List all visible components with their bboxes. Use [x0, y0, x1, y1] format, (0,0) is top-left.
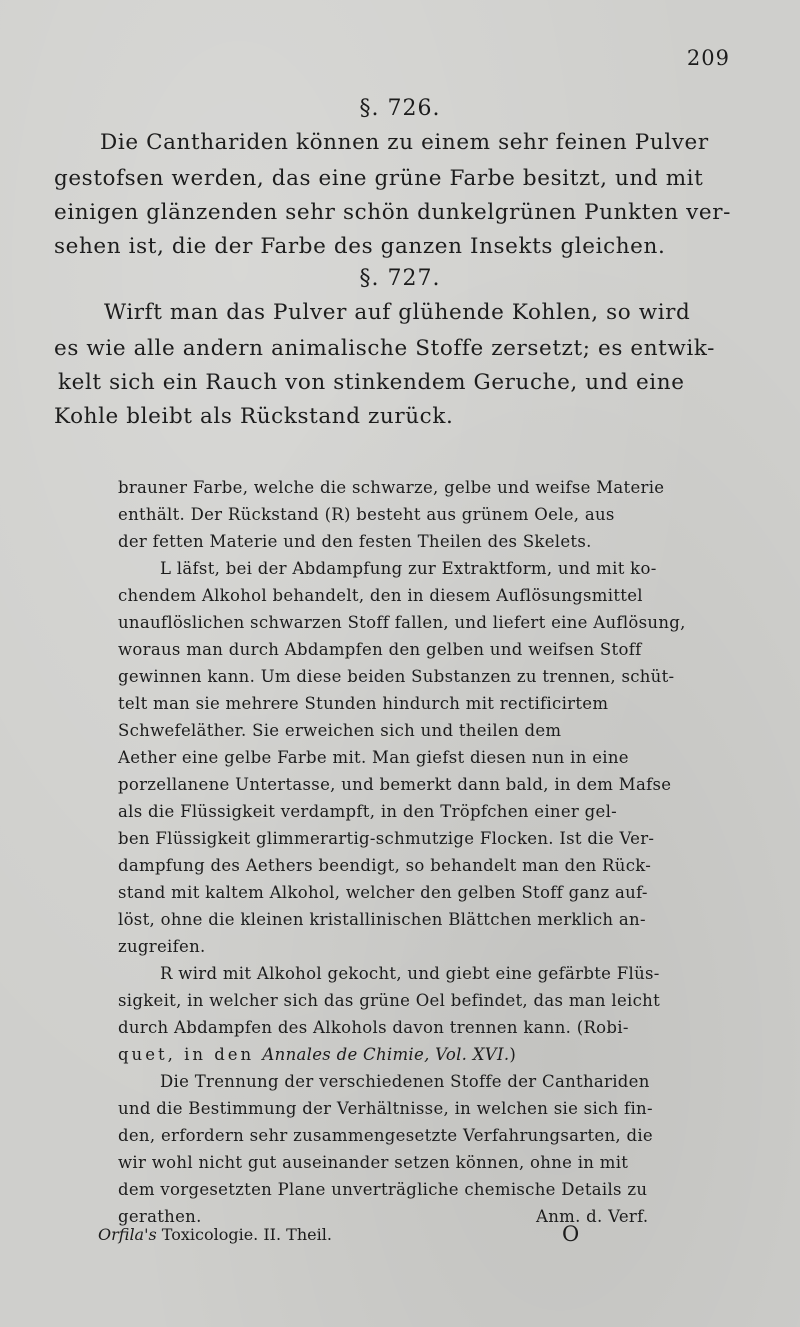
footer-title: Toxicologie. II. Theil. [161, 1225, 332, 1244]
note-line: unauflöslichen schwarzen Stoff fallen, und liefert eine Auflösung, [118, 613, 686, 632]
note-line: stand mit kaltem Alkohol, welcher den gelben Stoff ganz auf- [118, 883, 648, 902]
note-line: zugreifen. [118, 937, 206, 956]
footer-imprint [98, 1225, 332, 1244]
text-line: Kohle bleibt als Rückstand zurück. [54, 404, 454, 429]
note-line: chendem Alkohol behandelt, den in diesem Auflösungsmittel [118, 586, 643, 605]
text-line: Wirft man das Pulver auf glühende Kohlen, so wird [104, 300, 691, 325]
note-line: Schwefeläther. Sie erweichen sich und theilen dem [118, 721, 562, 740]
note-line: und die Bestimmung der Verhältnisse, in welchen sie sich fin- [118, 1099, 653, 1118]
section-heading-726: §. 726. [359, 96, 441, 121]
note-line-final [118, 1207, 202, 1226]
text-line: kelt sich ein Rauch von stinkendem Geruche, und eine [58, 370, 685, 395]
text-line: sehen ist, die der Farbe des ganzen Insekts gleichen. [54, 234, 666, 259]
note-line: sigkeit, in welcher sich das grüne Oel befindet, das man leicht [118, 991, 661, 1010]
note-line: als die Flüssigkeit verdampft, in den Tröpfchen einer gel- [118, 802, 618, 821]
text-line: einigen glänzenden sehr schön dunkelgrünen Punkten ver- [54, 200, 731, 225]
note-line: wir wohl nicht gut auseinander setzen können, ohne in mit [118, 1153, 629, 1172]
note-line: den, erfordern sehr zusammengesetzte Verfahrungsarten, die [118, 1126, 653, 1145]
note-line: porzellanene Untertasse, und bemerkt dann bald, in dem Mafse [118, 775, 672, 794]
note-line: dem vorgesetzten Plane unverträgliche chemische Details zu [118, 1180, 648, 1199]
text-line: es wie alle andern animalische Stoffe zersetzt; es entwik- [54, 336, 715, 361]
note-line: L läfst, bei der Abdampfung zur Extraktform, und mit ko- [160, 559, 657, 578]
citation-suffix: ) [509, 1045, 517, 1064]
note-line-citation [118, 1045, 516, 1064]
text-line: gestofsen werden, das eine grüne Farbe besitzt, und mit [54, 166, 704, 191]
note-line: telt man sie mehrere Stunden hindurch mit rectificirtem [118, 694, 609, 713]
footer-author: Orfila's [98, 1225, 157, 1244]
text-line: Die Canthariden können zu einem sehr feinen Pulver [100, 130, 709, 155]
note-line: Die Trennung der verschiedenen Stoffe der Canthariden [160, 1072, 650, 1091]
note-line: enthält. Der Rückstand (R) besteht aus grünem Oele, aus [118, 505, 615, 524]
section-heading-727: §. 727. [359, 266, 441, 291]
note-line: R wird mit Alkohol gekocht, und giebt eine gefärbte Flüs- [160, 964, 660, 983]
note-line: woraus man durch Abdampfen den gelben und weifsen Stoff [118, 640, 642, 659]
citation-prefix: quet, in den [118, 1045, 263, 1064]
journal-title: Annales de Chimie, Vol. XVI. [262, 1045, 510, 1064]
author-note-attribution: Anm. d. Verf. [536, 1207, 649, 1226]
signature-mark: O [562, 1222, 580, 1246]
note-line: gewinnen kann. Um diese beiden Substanzen zu trennen, schüt- [118, 667, 675, 686]
note-line: Aether eine gelbe Farbe mit. Man giefst diesen nun in eine [118, 748, 629, 767]
note-line: der fetten Materie und den festen Theilen des Skelets. [118, 532, 592, 551]
note-line: brauner Farbe, welche die schwarze, gelbe und weifse Materie [118, 478, 665, 497]
note-line: ben Flüssigkeit glimmerartig-schmutzige Flocken. Ist die Ver- [118, 829, 655, 848]
note-final-text: gerathen. [118, 1207, 202, 1226]
note-line: dampfung des Aethers beendigt, so behandelt man den Rück- [118, 856, 652, 875]
note-line: durch Abdampfen des Alkohols davon trennen kann. (Robi- [118, 1018, 629, 1037]
note-line: löst, ohne die kleinen kristallinischen Blättchen merklich an- [118, 910, 646, 929]
page-number: 209 [686, 46, 730, 70]
